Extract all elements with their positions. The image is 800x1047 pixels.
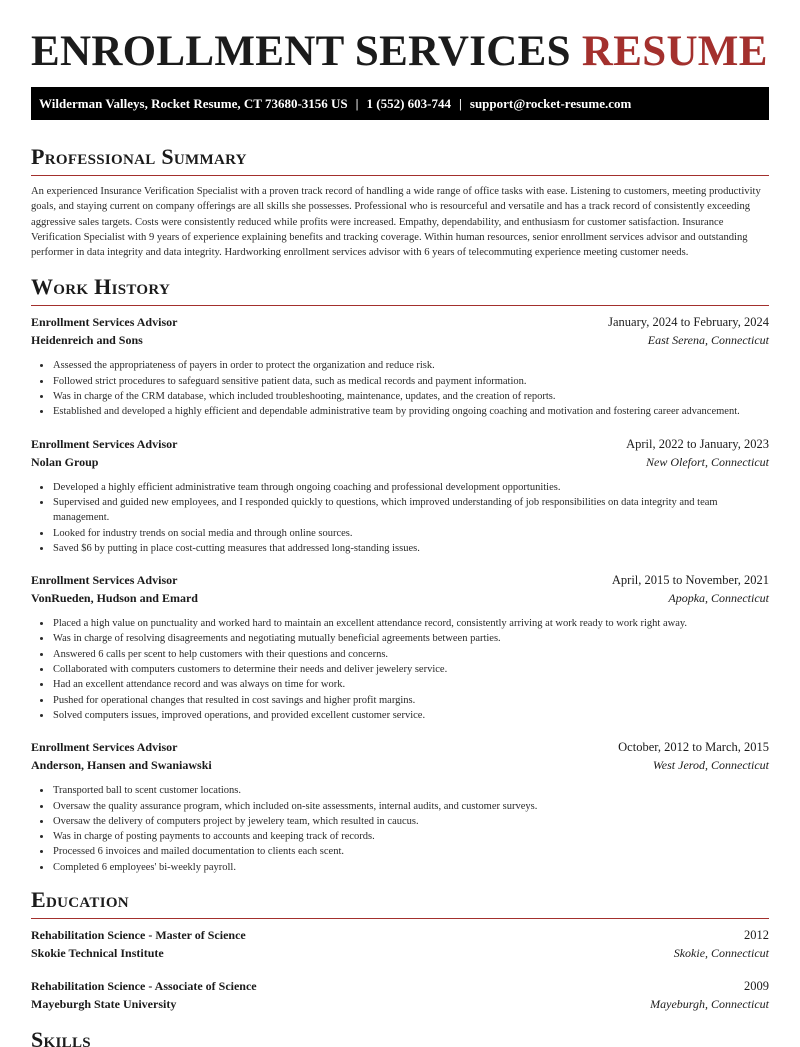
job-role: Enrollment Services Advisor [31,315,178,330]
job-role: Enrollment Services Advisor [31,573,178,588]
title-main: ENROLLMENT SERVICES [31,28,571,75]
section-divider [31,305,769,306]
education-entry [31,928,769,964]
job-entry [31,437,769,556]
work-history-section [31,274,769,875]
summary-section [31,144,769,260]
job-bullet: • Established and developed a highly efficient and dependable administrative team by providing ongoing coaching and motivation and fostering career advancement. [52,404,769,419]
job-bullet: • Oversaw the quality assurance program, which included on-site assessments, internal audits, and customer surveys. [52,799,769,814]
job-location: West Jerod, Connecticut [652,758,769,773]
education-year: 2012 [744,928,769,943]
job-bullet: • Saved $6 by putting in place cost-cutting measures that addressed long-standing issues. [52,541,769,556]
contact-email[interactable]: support@rocket-resume.com [469,96,632,111]
job-bullet: • Completed 6 employees' bi-weekly payroll. [52,860,769,875]
summary-heading: Professional Summary [31,144,247,169]
job-bullets [31,783,769,875]
job-bullet: • Transported ball to scent customer locations. [52,783,769,798]
job-dates: April, 2022 to January, 2023 [626,436,769,451]
education-degree: Rehabilitation Science - Associate of Science [31,979,257,994]
job-bullet: • Processed 6 invoices and mailed documentation to clients each scent. [52,844,769,859]
job-entry [31,315,769,419]
job-bullet: • Was in charge of resolving disagreements and negotiating mutually beneficial agreements between parties. [52,631,769,646]
education-location: Mayeburgh, Connecticut [650,997,769,1012]
job-bullet: • Solved computers issues, improved operations, and provided excellent customer service. [52,708,769,723]
education-heading: Education [31,887,129,913]
job-location: East Serena, Connecticut [647,333,769,348]
education-degree: Rehabilitation Science - Master of Science [31,928,246,943]
job-company: VonRueden, Hudson and Emard [31,591,198,606]
job-entry [31,573,769,723]
education-entry [31,979,769,1015]
job-location: Apopka, Connecticut [668,591,769,606]
contact-separator: | [355,96,359,111]
job-bullet: • Was in charge of posting payments to accounts and keeping track of records. [52,829,769,844]
job-dates: January, 2024 to February, 2024 [608,315,769,330]
job-entry [31,740,769,875]
job-bullet: • Assessed the appropriateness of payers in order to protect the organization and reduce risk. [52,358,769,373]
section-divider [31,918,769,919]
education-school: Mayeburgh State University [31,997,177,1012]
job-bullet: • Had an excellent attendance record and was always on time for work. [52,677,769,692]
job-bullets [31,616,769,723]
education-school: Skokie Technical Institute [31,946,164,961]
skills-heading: Skills [31,1027,91,1047]
job-company: Heidenreich and Sons [31,333,143,348]
job-bullet: • Looked for industry trends on social media and through online sources. [52,526,769,541]
job-bullets [31,358,769,419]
job-bullet: • Answered 6 calls per scent to help customers with their questions and concerns. [52,647,769,662]
job-company: Nolan Group [31,454,99,469]
work-history-heading: Work History [31,274,171,300]
job-bullet: • Followed strict procedures to safeguard sensitive patient data, such as medical records and payment information. [52,374,769,389]
job-bullet: • Pushed for operational changes that resulted in cost savings and higher profit margins. [52,693,769,708]
contact-separator: | [459,96,462,111]
resume-title [31,0,769,74]
job-dates: April, 2015 to November, 2021 [611,573,769,588]
job-bullets [31,480,769,556]
job-bullet: • Was in charge of the CRM database, which included troubleshooting, maintenance, updates, and the creation of reports. [52,389,769,404]
job-bullet: • Placed a high value on punctuality and worked hard to maintain an excellent attendance record, consistently arriving at work ready to work right away. [52,616,769,631]
job-bullet: • Developed a highly efficient administrative team through ongoing coaching and professional development opportunities. [52,480,769,495]
education-year: 2009 [744,979,769,994]
summary-text: An experienced Insurance Verification Specialist with a proven track record of handling a wide range of office tasks with ease. Listening to customers, meeting productivity goals, and staying current on company offerings are all skills she possesses. Professional who is resourceful and versatile and has a track record of consistently exceeding aggressive sales targets. Costs were consistently reduced while profits were increased. Empathy, dependability, and enthusiasm for customer satisfaction. Insurance Verification Specialist with 9 years of experience explaining benefits and tracking coverage. Within human resources, senior enrollment services advisor and outstanding performer in data integrity and data integrity. Hardworking enrollment services advisor with 6 years of telecommuting experience meeting customer needs. [31,186,761,259]
job-bullet: • Supervised and guided new employees, and I responded quickly to questions, which improved understanding of job responsibilities on data integrity and team management. [52,495,769,526]
job-dates: October, 2012 to March, 2015 [618,740,769,755]
section-divider [31,175,769,176]
education-section [31,887,769,1015]
contact-address: Wilderman Valleys, Rocket Resume, CT 73680-3156 US [39,96,348,111]
title-accent: RESUME [581,28,768,75]
education-location: Skokie, Connecticut [673,946,769,961]
job-company: Anderson, Hansen and Swaniawski [31,758,212,773]
contact-bar [31,87,769,120]
skills-section [31,1027,769,1047]
job-role: Enrollment Services Advisor [31,740,178,755]
contact-phone[interactable]: 1 (552) 603-744 [366,96,452,111]
job-role: Enrollment Services Advisor [31,436,178,451]
job-bullet: • Oversaw the delivery of computers project by jewelery team, which resulted in caucus. [52,814,769,829]
job-bullet: • Collaborated with computers customers to determine their needs and deliver jewelery service. [52,662,769,677]
job-location: New Olefort, Connecticut [646,454,769,469]
